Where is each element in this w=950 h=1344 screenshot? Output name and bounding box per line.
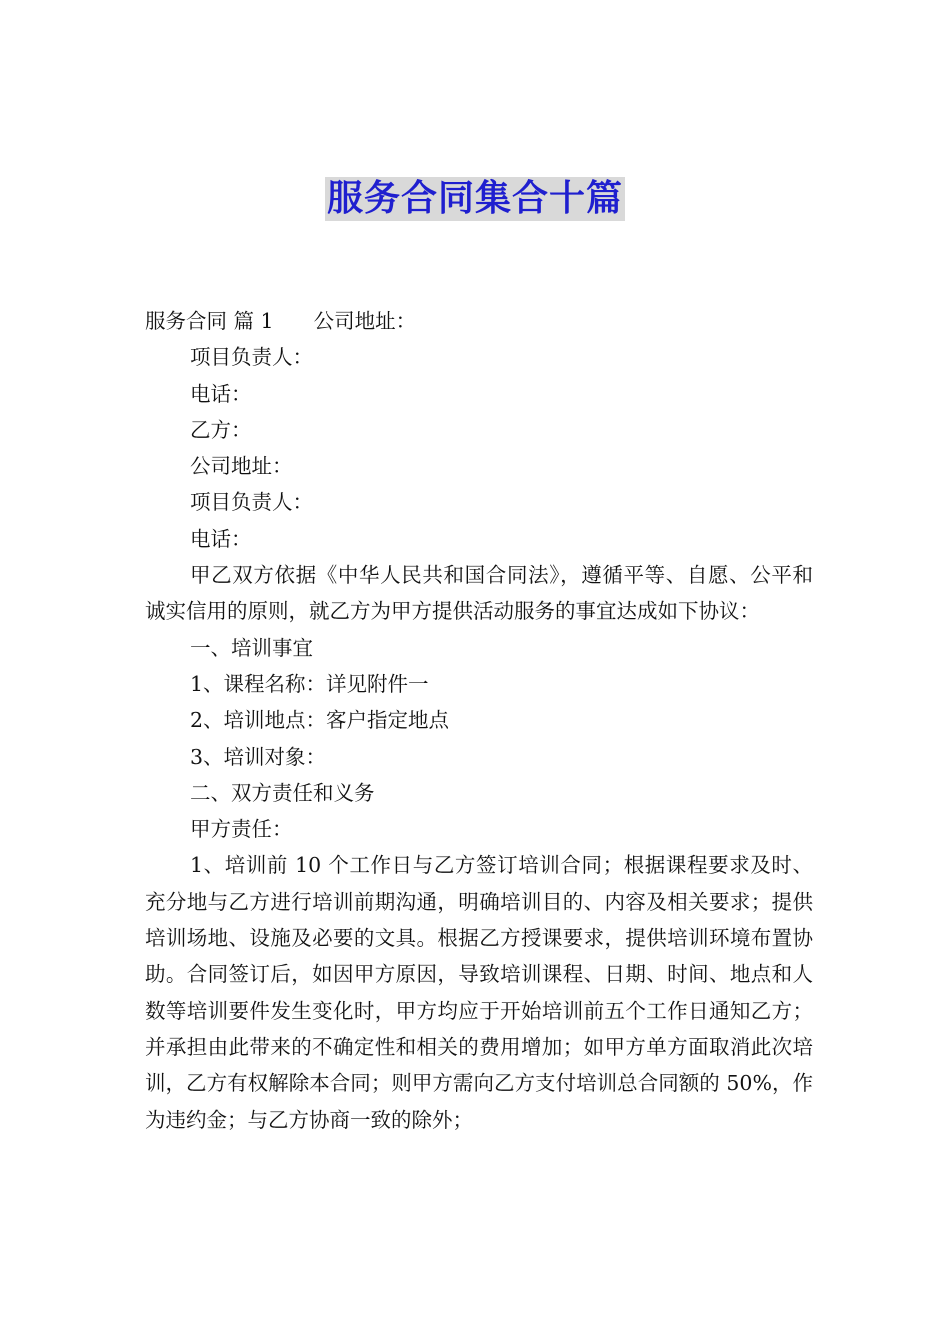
section-line: 甲方责任： bbox=[190, 817, 293, 842]
party-line: 电话： bbox=[190, 381, 252, 406]
section-line: 二、双方责任和义务 bbox=[190, 780, 375, 805]
section-line: 1、课程名称：详见附件一 bbox=[190, 671, 429, 696]
section-line: 一、培训事宜 bbox=[190, 635, 313, 660]
party-line: 公司地址： bbox=[190, 454, 293, 479]
clause-paragraph: 1、培训前 10 个工作日与乙方签订培训合同；根据课程要求及时、充分地与乙方进行培训前期沟通，明确培训目的、内容及相关要求；提供培训场地、设施及必要的文具。根据乙方授课要求，提供培训环境布置协助。合同签订后，如因甲方原因，导致培训课程、日期、时间、地点和人数等培训要件发生变化时，甲方均应于开始培训前五个工作日通知乙方；并承担由此带来的不确定性和相关的费用增加；如甲方单方面取消此次培训，乙方有权解除本合同；则甲方需向乙方支付培训总合同额的 50%，作为违约金；与乙方协商一致的除外； bbox=[145, 853, 813, 1132]
company-address-label: 公司地址： bbox=[313, 309, 417, 333]
party-line: 乙方： bbox=[190, 417, 252, 442]
section-line: 2、培训地点：客户指定地点 bbox=[190, 708, 450, 733]
party-line: 项目负责人： bbox=[190, 345, 313, 370]
section-heading-line bbox=[145, 303, 813, 339]
title-container bbox=[0, 177, 950, 221]
intro-paragraph: 甲乙双方依据《中华人民共和国合同法》，遵循平等、自愿、公平和诚实信用的原则，就乙方为甲方提供活动服务的事宜达成如下协议： bbox=[145, 563, 813, 624]
party-line: 项目负责人： bbox=[190, 490, 313, 515]
document-title: 服务合同集合十篇 bbox=[326, 178, 623, 219]
party-line: 电话： bbox=[190, 526, 252, 551]
document-body bbox=[145, 303, 813, 1138]
contract-number-label: 服务合同 篇 1 bbox=[145, 309, 274, 333]
section-line: 3、培训对象： bbox=[190, 744, 327, 769]
